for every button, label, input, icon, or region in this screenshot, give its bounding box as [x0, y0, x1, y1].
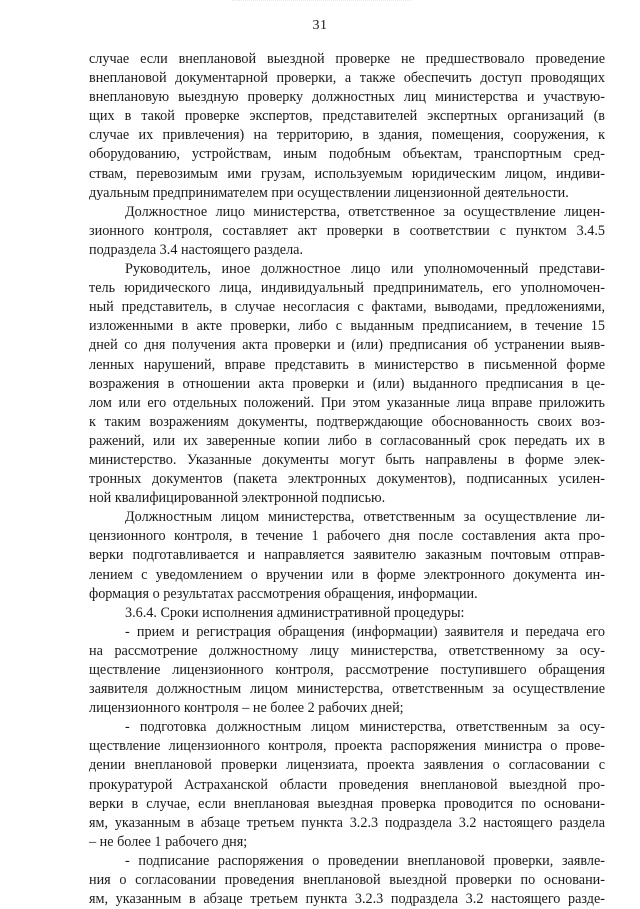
text-line: дении внеплановой проверки лицензиата, проекта заявления о согласовании с — [89, 757, 605, 774]
text-line: лением с уведомлением о вручении или в форме электронного документа ин- — [89, 566, 605, 583]
text-line: ленных нарушений, вправе представить в министерство в письменной форме — [89, 356, 605, 373]
text-line: - прием и регистрация обращения (информации) заявителя и передача его — [125, 623, 605, 640]
text-line: прокуратурой Астраханской области проведения внеплановой выездной про- — [89, 776, 605, 793]
text-line: Должностным лицом министерства, ответственным за осуществление ли- — [125, 509, 605, 526]
text-line: лом или его отдельных положений. При этом указанные лица вправе приложить — [89, 394, 605, 411]
text-line: щих в такой проверке экспертов, представителей экспертных организаций (в — [89, 108, 605, 125]
paragraph-p1 — [89, 50, 605, 203]
text-line: – не более 1 рабочего дня; — [89, 833, 248, 850]
text-line: - подписание распоряжения о проведении внеплановой проверки, заявле- — [125, 852, 605, 869]
scan-artifact — [232, 0, 412, 7]
body-text — [89, 50, 605, 909]
text-line: ществление лицензионного контроля, проекта распоряжения министра о прове- — [89, 738, 605, 755]
text-line: цензионного контроля, в течение 1 рабочего дня после составления акта про- — [89, 528, 605, 545]
text-line: зионного контроля, составляет акт проверки в соответствии с пунктом 3.4.5 — [89, 222, 605, 239]
text-line: ния о согласовании проведения внеплановой выездной проверки по основани- — [89, 872, 605, 889]
text-line: 3.6.4. Сроки исполнения административной процедуры: — [125, 604, 465, 621]
text-line: министерство. Указанные документы могут быть направлены в форме элек- — [89, 451, 605, 468]
text-line: возражения в отношении акта проверки и (или) выданного предписания в це- — [89, 375, 605, 392]
text-line: тронных документов (пакета электронных документов), подписанных усилен- — [89, 471, 605, 488]
paragraph-p4 — [89, 508, 605, 603]
paragraph-p3 — [89, 260, 605, 508]
text-line: верки в случае, если внеплановая выездная проверка проводится по основани- — [89, 795, 605, 812]
text-line: лицензионного контроля – не более 2 рабочих дней; — [89, 700, 404, 717]
text-line: оборудованию, устройствам, иным подобным объектам, транспортным сред- — [89, 146, 605, 163]
text-line: случае их привлечения) на территорию, в здания, помещения, сооружения, к — [89, 127, 605, 144]
text-line: ный представитель, в случае несогласия с фактами, выводами, предложениями, — [89, 299, 605, 316]
text-line: ям, указанным в абзаце третьем пункта 3.2.3 подраздела 3.2 настоящего разде- — [89, 891, 605, 908]
text-line: внеплановой документарной проверки, а также обеспечить доступ проводящих — [89, 70, 605, 87]
text-line: ществление лицензионного контроля, рассмотрение поступившего обращения — [89, 662, 605, 678]
text-line: Должностное лицо министерства, ответственное за осуществление лицен- — [125, 203, 605, 220]
text-line: дуальным предпринимателем при осуществлении лицензионной деятельности. — [89, 184, 569, 201]
paragraph-p2 — [89, 203, 605, 260]
paragraph-p5 — [89, 604, 605, 623]
text-line: ной квалифицированной электронной подписью. — [89, 490, 386, 507]
text-line: ям, указанным в абзаце третьем пункта 3.2.3 подраздела 3.2 настоящего раздела — [89, 814, 605, 831]
text-line: ствам, перевозимым ими грузам, используемым юридическим лицом, индиви- — [89, 165, 605, 182]
page-number: 31 — [312, 18, 328, 33]
text-line: - подготовка должностным лицом министерства, ответственным за осу- — [125, 719, 605, 736]
text-line: подраздела 3.4 настоящего раздела. — [89, 241, 304, 258]
paragraph-p6 — [89, 623, 605, 718]
text-line: на рассмотрение должностному лицу министерства, ответственному за осу- — [89, 642, 605, 659]
text-line: изложенными в акте проверки, либо с выданным предписанием, в течение 15 — [89, 318, 605, 335]
text-line: к таким возражениям документы, подтверждающие обоснованность своих воз- — [89, 413, 605, 430]
text-line: формация о результатах рассмотрения обращения, информации. — [89, 585, 478, 602]
text-line: тель юридического лица, индивидуальный предприниматель, его уполномочен- — [89, 280, 605, 297]
text-line: заявителя должностным лицом министерства, ответственным за осуществление — [89, 681, 605, 698]
text-line: ражений, или их заверенные копии либо в согласованный срок передать их в — [89, 432, 605, 449]
text-line: случае если внеплановой выездной проверке не предшествовало проведение — [89, 51, 605, 67]
text-line: внеплановую выездную проверку должностных лиц министерства и участвую- — [89, 89, 605, 106]
paragraph-p8 — [89, 852, 605, 909]
paragraph-p7 — [89, 718, 605, 852]
text-line: Руководитель, иное должностное лицо или уполномоченный представи- — [125, 261, 605, 278]
text-line: верки подготавливается и направляется заявителю заказным почтовым отправ- — [89, 547, 605, 564]
text-line: дней со дня получения акта проверки и (или) предписания об устранении выяв- — [89, 337, 605, 354]
